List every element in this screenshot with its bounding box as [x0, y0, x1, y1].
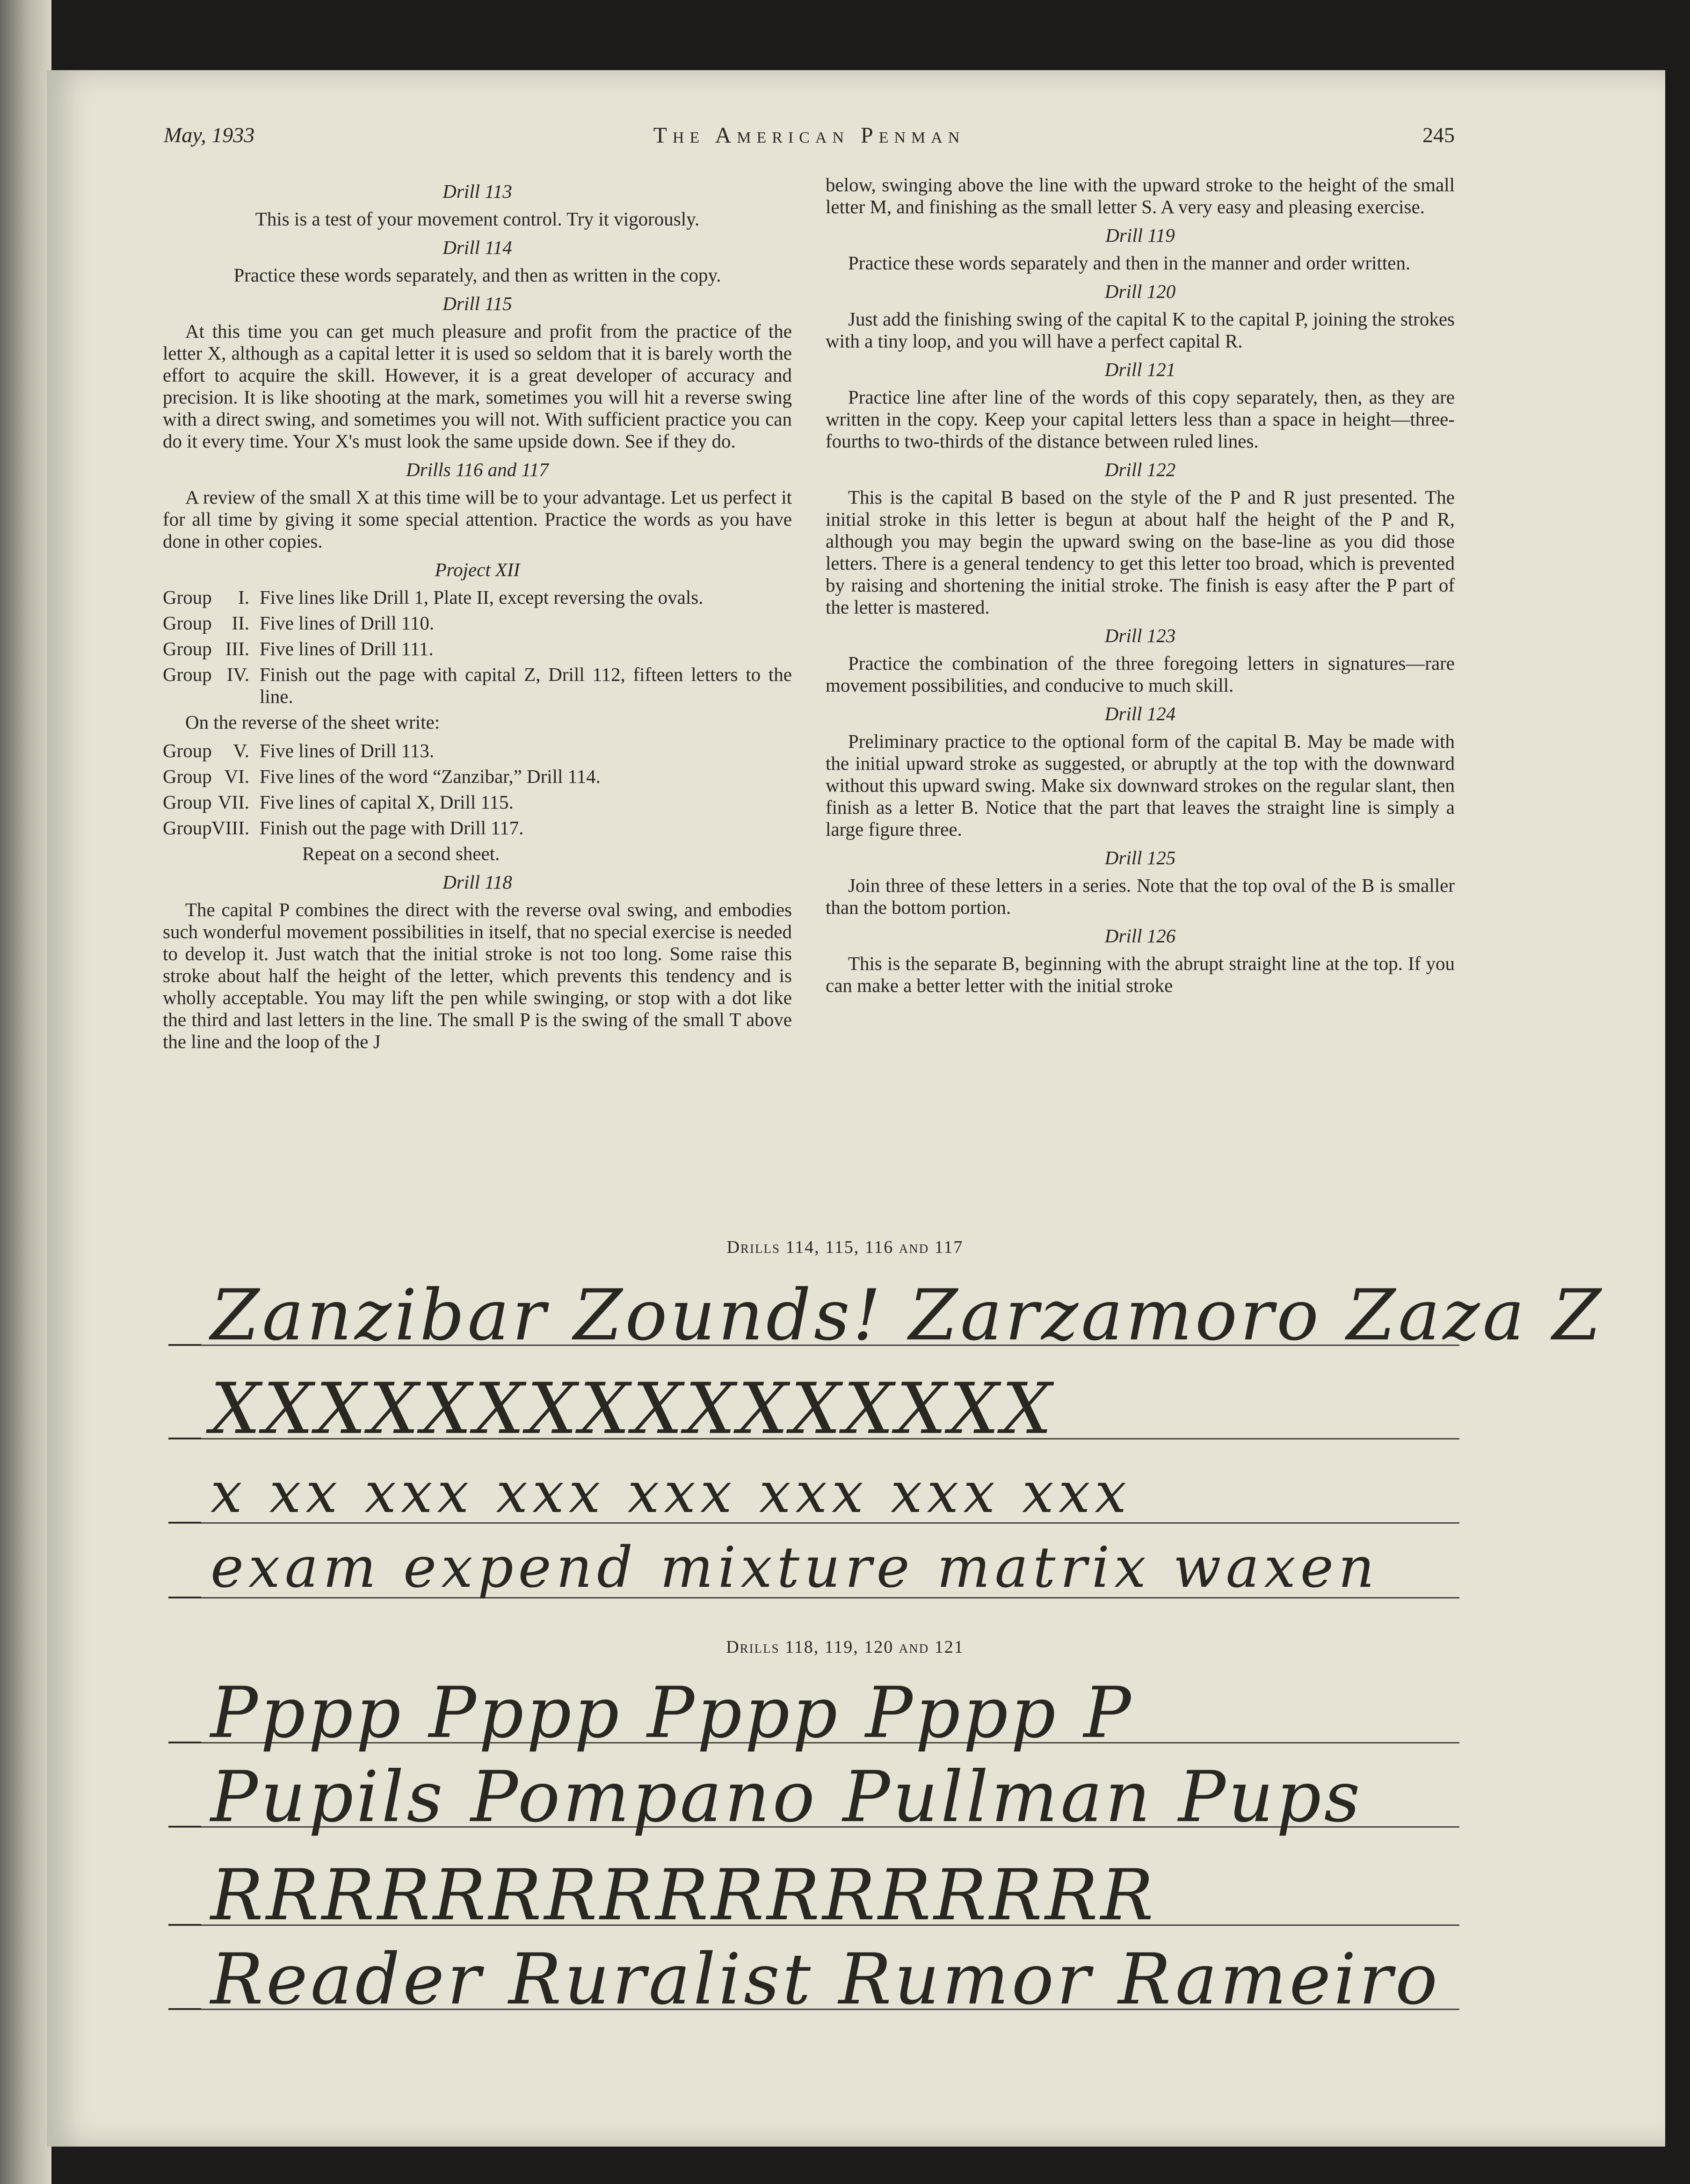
- drill-125-heading: Drill 125: [1104, 847, 1176, 868]
- left-column: [163, 174, 792, 1059]
- drill-115-text: At this time you can get much pleasure and profit from the practice of the letter X, although as a capital letter it is used so seldom that it is barely worth the effort to acquire the skill. However, it is a great developer of accuracy and precision. It is like shooting at the mark, sometimes you will hit a reverse swing with a direct swing, and sometimes you will not. With sufficient practice you can do it every time. Your X's must look the same upside down. See if they do.: [163, 320, 792, 452]
- drill-119-heading: Drill 119: [1105, 224, 1175, 246]
- script-copy-row: [168, 1754, 1459, 1843]
- drill-123-heading: Drill 123: [1104, 625, 1176, 646]
- lead-stroke: [168, 2008, 201, 2010]
- drill-118-text: The capital P combines the direct with the reverse oval swing, and embodies such wonderful movement possibilities in itself, that no special exercise is needed to develop it. Just watch that the initial stroke is not too long. Some raise this stroke about half the height of the letter, which prevents this tendency and is wholly acceptable. You may lift the pen while swinging, or stop with a dot like the third and last letters in the line. The small P is the swing of the small T above the line and the loop of the J: [163, 899, 792, 1052]
- lead-stroke: [168, 1344, 201, 1345]
- script-copy-row: [168, 1272, 1604, 1361]
- journal-title: The American Penman: [653, 123, 965, 148]
- group-row: [163, 740, 792, 762]
- group-label: Group: [163, 612, 212, 634]
- drill-119-text: Practice these words separately and then in the manner and order written.: [848, 252, 1411, 274]
- group-number: II.: [232, 612, 249, 634]
- script-copy-text: Zanzibar Zounds! Zarzamoro Zaza Z: [210, 1275, 1604, 1356]
- plate-1-caption: Drills 114, 115, 116 and 117: [726, 1237, 964, 1257]
- script-copy-text: Reader Ruralist Rumor Rameiro: [210, 1939, 1441, 2020]
- drills-116-117-heading: Drills 116 and 117: [406, 459, 549, 480]
- lead-stroke: [168, 1522, 201, 1523]
- group-row: [163, 664, 792, 708]
- group-text: Five lines of Drill 110.: [260, 612, 435, 634]
- script-copy-row: [168, 1852, 1459, 1941]
- group-number: I.: [238, 586, 249, 608]
- group-text: Finish out the page with capital Z, Drill 112, fifteen letters to the line.: [260, 664, 792, 707]
- project-groups-back: [163, 740, 792, 839]
- group-number: VII.: [218, 791, 249, 813]
- group-row: [163, 817, 792, 839]
- script-copy-text: exam expend mixture matrix waxen: [210, 1535, 1379, 1600]
- drill-118-heading: Drill 118: [442, 871, 512, 893]
- script-copy-row: [168, 1525, 1459, 1613]
- drill-126-text: This is the separate B, beginning with the abrupt straight line at the top. If you can make a better letter with the initial stroke: [826, 953, 1455, 996]
- drill-120-text: Just add the finishing swing of the capital K to the capital P, joining the strokes with a tiny loop, and you will have a perfect capital R.: [826, 308, 1455, 352]
- page-number: 245: [1422, 123, 1455, 147]
- script-copy-text: x xx xxx xxx xxx xxx xxx xxx: [210, 1461, 1132, 1526]
- group-text: Five lines of capital X, Drill 115.: [260, 791, 514, 813]
- group-label: Group: [163, 817, 212, 839]
- script-copy-row: [168, 1366, 1459, 1454]
- right-column: [826, 174, 1455, 1003]
- drill-121-heading: Drill 121: [1104, 359, 1176, 380]
- lead-stroke: [168, 1742, 201, 1743]
- drill-122-text: This is the capital B based on the style of the P and R just presented. The initial stroke in this letter is begun at about half the height of the P and R, although you may begin the upward swing on the base-line as you did those letters. There is a general tendency to get this letter too broad, which is prevented by raising and shortening the initial stroke. The finish is easy after the P part of the letter is mastered.: [826, 486, 1455, 618]
- group-row: [163, 791, 792, 813]
- issue-date: May, 1933: [164, 123, 255, 147]
- plate-2-caption: Drills 118, 119, 120 and 121: [726, 1637, 964, 1657]
- group-label: Group: [163, 638, 212, 659]
- group-text: Five lines of Drill 113.: [260, 740, 435, 761]
- group-number: IV.: [226, 664, 249, 685]
- script-copy-row: [168, 1670, 1459, 1758]
- project-groups-front: [163, 586, 792, 708]
- drill-122-heading: Drill 122: [1104, 459, 1176, 480]
- drill-115-heading: Drill 115: [442, 293, 512, 314]
- running-head: [164, 123, 1455, 160]
- script-copy-text: Pppp Pppp Pppp Pppp P: [210, 1672, 1134, 1754]
- group-number: III.: [225, 638, 249, 659]
- drills-116-117-text: A review of the small X at this time will be to your advantage. Let us perfect it for all time by giving it some special attention. Practice the words as you have done in other copies.: [163, 486, 792, 552]
- script-copy-row: [168, 1936, 1459, 2025]
- drill-126-heading: Drill 126: [1104, 925, 1176, 947]
- drill-113-heading: Drill 113: [442, 181, 512, 202]
- group-label: Group: [163, 766, 212, 787]
- group-label: Group: [163, 586, 212, 608]
- project-heading: Project XII: [435, 559, 520, 580]
- group-row: [163, 766, 792, 788]
- group-row: [163, 586, 792, 608]
- drill-120-heading: Drill 120: [1104, 281, 1176, 302]
- group-text: Finish out the page with Drill 117.: [260, 817, 524, 839]
- group-row: [163, 638, 792, 660]
- group-text: Five lines of Drill 111.: [260, 638, 434, 659]
- drill-121-text: Practice line after line of the words of this copy separately, then, as they are written in the copy. Keep your capital letters less than a space in height—three-fourths to two-thirds of the distance between ruled lines.: [826, 386, 1455, 452]
- group-row: [163, 612, 792, 634]
- reverse-note: On the reverse of the sheet write:: [185, 711, 440, 733]
- group-label: Group: [163, 740, 212, 761]
- drill-114-heading: Drill 114: [442, 237, 512, 258]
- script-copy-text: RRRRRRRRRRRRRRRRR: [210, 1855, 1156, 1936]
- drill-123-text: Practice the combination of the three foregoing letters in signatures—rare movement possibilities, and conducive to much skill.: [826, 652, 1455, 696]
- lead-stroke: [168, 1826, 201, 1827]
- group-label: Group: [163, 791, 212, 813]
- group-text: Five lines like Drill 1, Plate II, except reversing the ovals.: [260, 586, 704, 608]
- script-copy-text: XXXXXXXXXXXXXXXX: [210, 1368, 1055, 1450]
- drill-125-text: Join three of these letters in a series. Note that the top oval of the B is smaller than the bottom portion.: [826, 875, 1455, 918]
- drill-124-heading: Drill 124: [1104, 703, 1176, 724]
- repeat-note: Repeat on a second sheet.: [302, 843, 500, 864]
- group-number: V.: [233, 740, 249, 761]
- previous-page-edge: [0, 0, 51, 2184]
- group-label: Group: [163, 664, 212, 685]
- lead-stroke: [168, 1438, 201, 1439]
- group-number: VI.: [224, 766, 249, 787]
- script-copy-text: Pupils Pompano Pullman Pups: [210, 1757, 1363, 1838]
- drill-118-continuation: below, swinging above the line with the upward stroke to the height of the small letter M, and finishing as the small letter S. A very easy and pleasing exercise.: [826, 174, 1455, 217]
- lead-stroke: [168, 1924, 201, 1925]
- drill-113-text: This is a test of your movement control. Try it vigorously.: [255, 208, 700, 230]
- group-number: VIII.: [211, 817, 249, 839]
- drill-114-text: Practice these words separately, and then as written in the copy.: [233, 264, 721, 286]
- drill-124-text: Preliminary practice to the optional form of the capital B. May be made with the initial upward stroke as suggested, or abruptly at the top with the downward without this upward swing. Make six downward strokes on the regular slant, then finish as a letter B. Notice that the part that leaves the straight line is simply a large figure three.: [826, 730, 1455, 840]
- lead-stroke: [168, 1597, 201, 1598]
- group-text: Five lines of the word “Zanzibar,” Drill 114.: [260, 766, 601, 787]
